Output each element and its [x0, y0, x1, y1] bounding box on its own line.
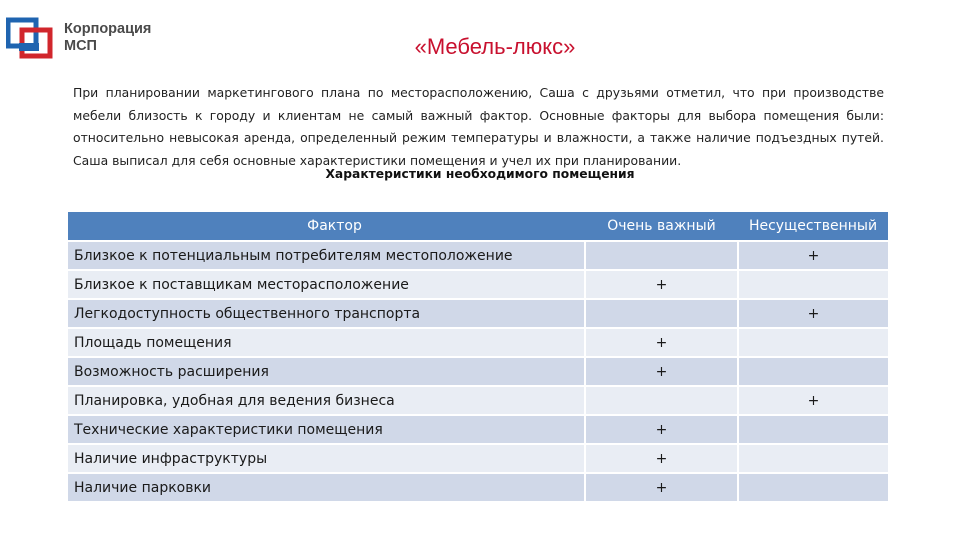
very-important-cell: +: [585, 357, 738, 386]
unimportant-cell: [738, 328, 888, 357]
unimportant-cell: +: [738, 241, 888, 270]
page-title: «Мебель-люкс»: [414, 34, 576, 59]
very-important-cell: +: [585, 473, 738, 502]
factor-cell: Площадь помещения: [68, 328, 585, 357]
very-important-cell: [585, 386, 738, 415]
table-row: [68, 473, 888, 502]
unimportant-cell: [738, 444, 888, 473]
unimportant-cell: [738, 270, 888, 299]
header-very-important: Очень важный: [585, 212, 738, 241]
unimportant-cell: [738, 357, 888, 386]
factor-cell: Близкое к потенциальным потребителям местоположение: [68, 241, 585, 270]
header-unimportant: Несущественный: [738, 212, 888, 241]
table-header-row: [68, 212, 888, 241]
logo-line-2: МСП: [64, 38, 97, 54]
very-important-cell: +: [585, 328, 738, 357]
unimportant-cell: +: [738, 299, 888, 328]
very-important-cell: +: [585, 415, 738, 444]
unimportant-cell: [738, 415, 888, 444]
factor-cell: Легкодоступность общественного транспорта: [68, 299, 585, 328]
very-important-cell: +: [585, 444, 738, 473]
factor-cell: Близкое к поставщикам месторасположение: [68, 270, 585, 299]
unimportant-cell: +: [738, 386, 888, 415]
table-row: [68, 357, 888, 386]
table-row: [68, 386, 888, 415]
table-row: [68, 299, 888, 328]
factor-cell: Технические характеристики помещения: [68, 415, 585, 444]
header-factor: Фактор: [68, 212, 585, 241]
very-important-cell: [585, 299, 738, 328]
table-row: [68, 328, 888, 357]
very-important-cell: +: [585, 270, 738, 299]
intro-paragraph: При планировании маркетингового плана по месторасположению, Саша с друзьями отметил, что при производстве мебели близость к городу и клиентам не самый важный фактор. Основные факторы для выбора помещения были: относительно невысокая аренда, определенный режим температуры и влажности, а также наличие подъездных путей. Саша выписал для себя основные характеристики помещения и учел их при планировании.: [73, 85, 884, 168]
factor-cell: Наличие парковки: [68, 473, 585, 502]
table-caption: Характеристики необходимого помещения: [325, 167, 635, 181]
table-row: [68, 241, 888, 270]
table-row: [68, 415, 888, 444]
unimportant-cell: [738, 473, 888, 502]
factor-cell: Наличие инфраструктуры: [68, 444, 585, 473]
very-important-cell: [585, 241, 738, 270]
factors-table: [68, 212, 888, 503]
logo-line-1: Корпорация: [64, 21, 152, 37]
factor-cell: Планировка, удобная для ведения бизнеса: [68, 386, 585, 415]
table-row: [68, 270, 888, 299]
factor-cell: Возможность расширения: [68, 357, 585, 386]
table-row: [68, 444, 888, 473]
